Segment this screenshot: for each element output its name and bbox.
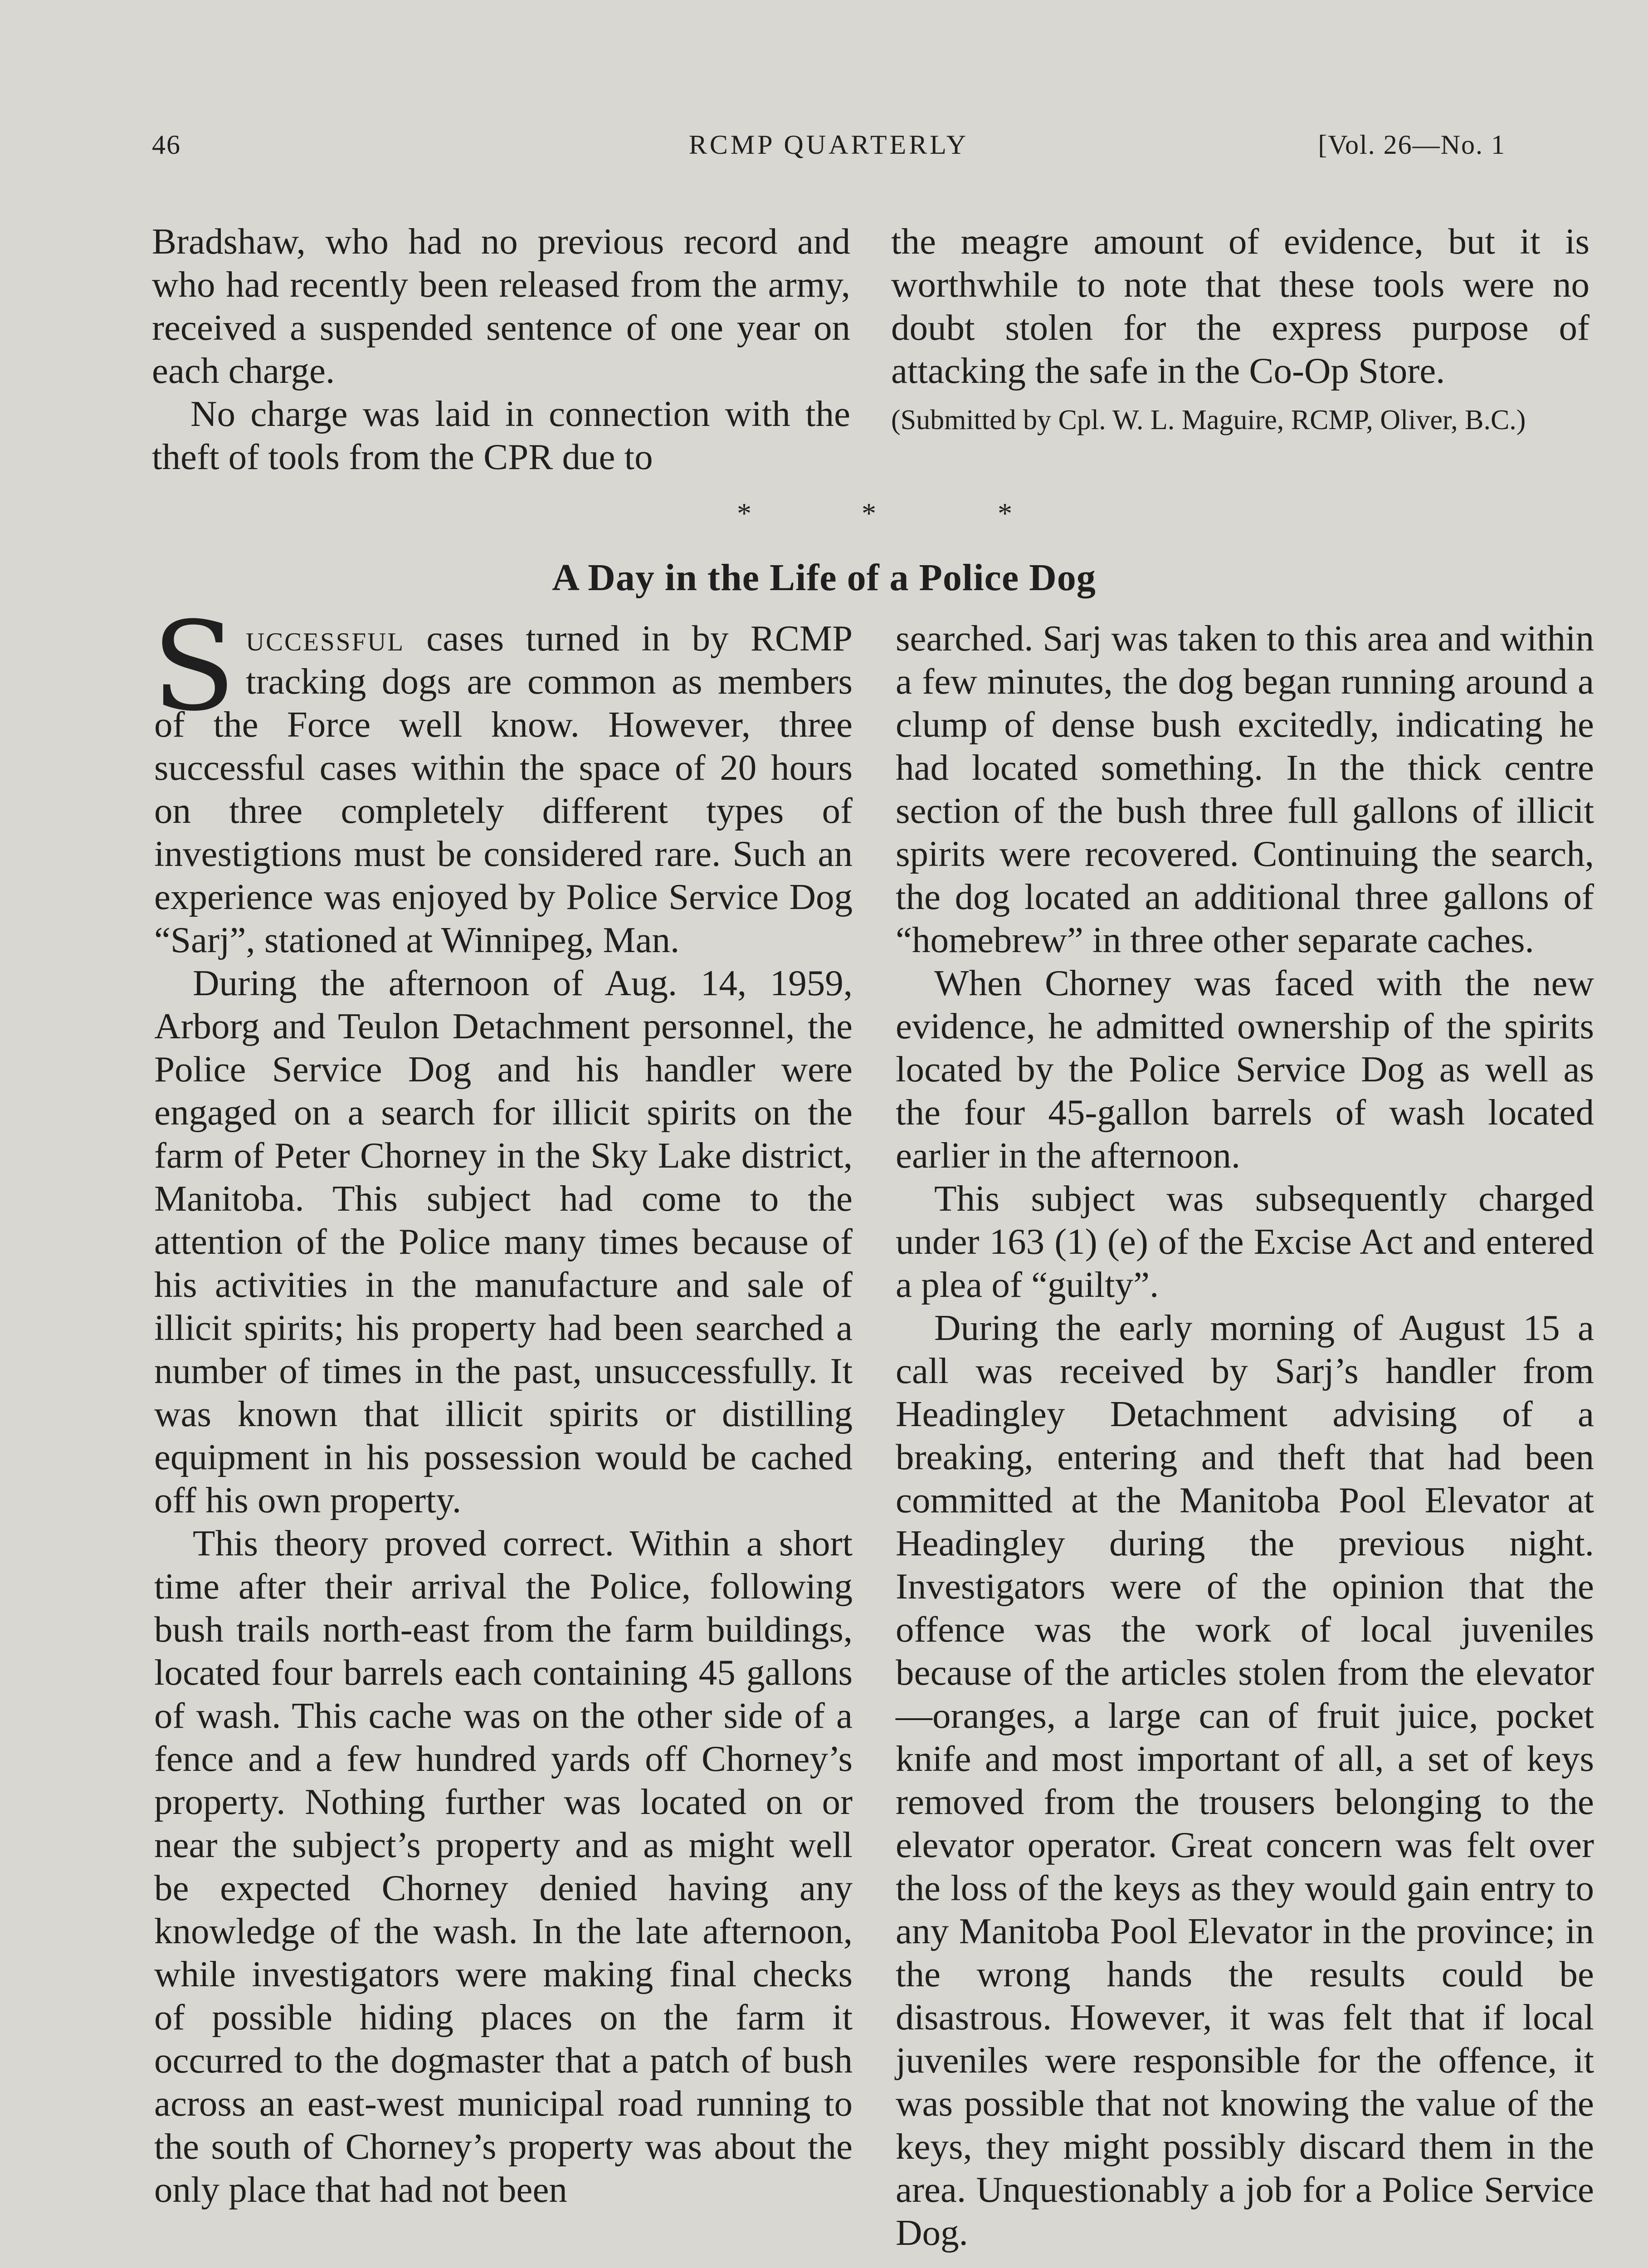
paragraph: searched. Sarj was taken to this area and within a few minutes, the dog began running around a clump of dense bush excitedly, indicating he had located something. In the thick centre section of the bush three full gallons of illicit spirits were recovered. Continuing the search, the dog located an additional three gallons of “homebrew” in three other separate caches. (896, 618, 1594, 960)
top-right-column (891, 220, 1589, 441)
page-number: 46 (152, 130, 181, 160)
separator-asterisk: * (998, 497, 1012, 529)
separator-asterisk: * (862, 497, 876, 529)
paragraph: When Chorney was faced with the new evidence, he admitted ownership of the spirits located by the Police Service Dog as well as the four 45-gallon barrels of wash located earlier in the afternoon. (896, 963, 1594, 1176)
lead-smallcaps: uccessful (245, 618, 405, 659)
article-right-column (896, 617, 1594, 2254)
journal-title: RCMP QUARTERLY (688, 130, 969, 160)
paragraph: During the early morning of August 15 a call was received by Sarj’s handler from Headingley Detachment advising of a breaking, entering and theft that had been committed at the Manitoba Pool Elevator at Headingley during the previous night. Investigators were of the opinion that the offence was the work of local juveniles because of the articles stolen from the elevator—oranges, a large can of fruit juice, pocket knife and most important of all, a set of keys removed from the trousers belonging to the elevator operator. Great concern was felt over the loss of the keys as they would gain entry to any Manitoba Pool Elevator in the province; in the wrong hands the results could be disastrous. However, it was felt that if local juveniles were responsible for the offence, it was possible that not knowing the value of the keys, they might possibly discard them in the area. Unquestionably a job for a Police Service Dog. (896, 1307, 1594, 2253)
drop-cap: S (152, 595, 236, 738)
separator-asterisk: * (737, 497, 751, 529)
paragraph: No charge was laid in connection with the theft of tools from the CPR due to (152, 393, 850, 477)
running-head (152, 129, 1506, 170)
submission-credit: (Submitted by Cpl. W. L. Maguire, RCMP, Oliver, B.C.) (891, 405, 1526, 435)
paragraph: the meagre amount of evidence, but it is worthwhile to note that these tools were no doubt stolen for the express purpose of attacking the safe in the Co-Op Store. (891, 221, 1589, 391)
paragraph: This theory proved correct. Within a short time after their arrival the Police, following bush trails north-east from the farm buildings, located four barrels each containing 45 gallons of wash. This cache was on the other side of a fence and a few hundred yards off Chorney’s property. Nothing further was located on or near the subject’s property and as might well be expected Chorney denied having any knowledge of the wash. In the late afternoon, while investigators were making final checks of possible hiding places on the farm it occurred to the dogmaster that a patch of bush across an east-west municipal road running to the south of Chorney’s property was about the only place that had not been (154, 1523, 853, 2210)
paragraph: This subject was subsequently charged under 163 (1) (e) of the Excise Act and entered a plea of “guilty”. (896, 1178, 1594, 1305)
top-left-column (152, 220, 850, 479)
lead-paragraph (152, 595, 853, 962)
article-title: A Day in the Life of a Police Dog (552, 557, 1096, 599)
paragraph: Bradshaw, who had no previous record and who had recently been released from the army, received a suspended sentence of one year on each charge. (152, 221, 850, 391)
issue-info: [Vol. 26—No. 1 (1318, 130, 1506, 160)
paragraph: During the afternoon of Aug. 14, 1959, Arborg and Teulon Detachment personnel, the Police Service Dog and his handler were engaged on a search for illicit spirits on the farm of Peter Chorney in the Sky Lake district, Manitoba. This subject had come to the attention of the Police many times because of his activities in the manufacture and sale of illicit spirits; his property had been searched a number of times in the past, unsuccessfully. It was known that illicit spirits or distilling equipment in his possession would be cached off his own property. (154, 963, 853, 1520)
lead-text: cases turned in by RCMP tracking dogs are common as members of the Force well know. However, three successful cases within the space of 20 hours on three completely different types of investigtions must be considered rare. Such an experience was enjoyed by Police Service Dog “Sarj”, stationed at Winnipeg, Man. (154, 618, 853, 960)
article-left-column (152, 595, 853, 2211)
